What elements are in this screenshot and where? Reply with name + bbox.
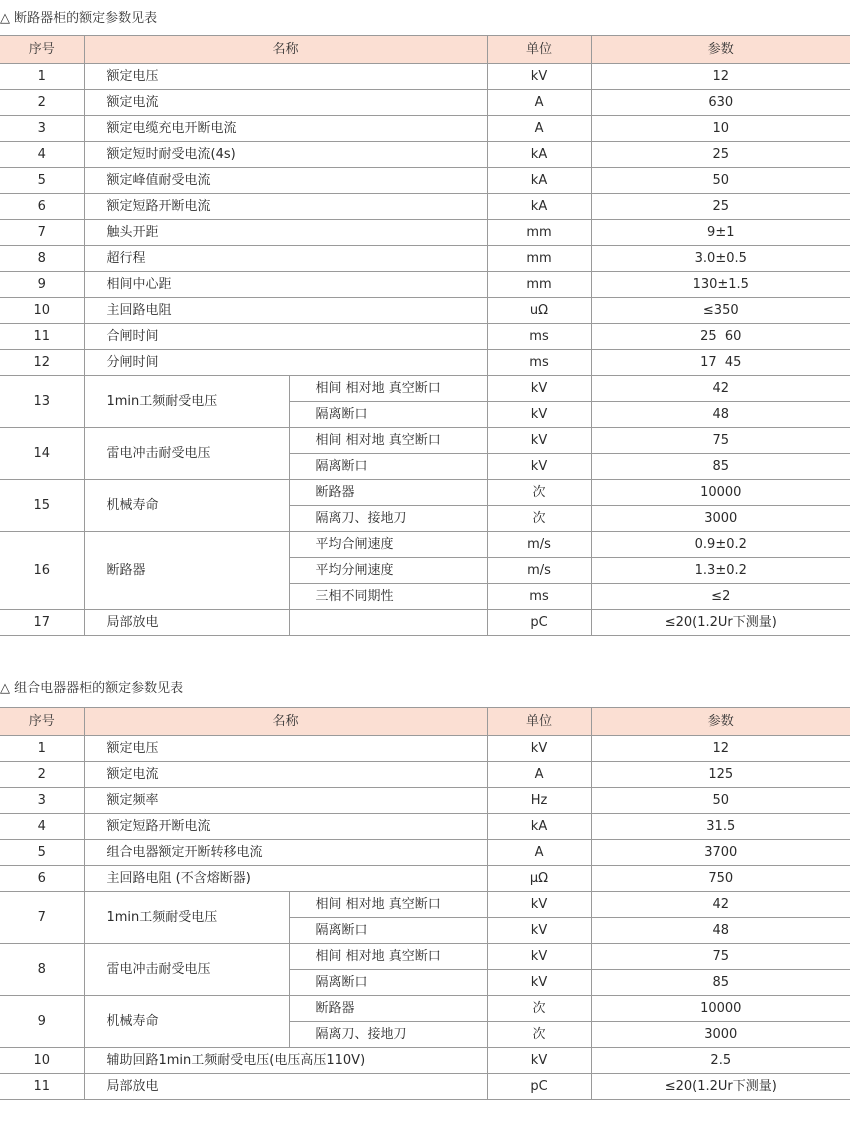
row-value: 3000	[591, 1022, 850, 1048]
table-row	[0, 480, 850, 506]
table-row	[0, 324, 850, 350]
table-row	[0, 376, 850, 402]
header-name: 名称	[84, 36, 487, 64]
row-unit: kV	[487, 376, 591, 402]
header-unit: 单位	[487, 708, 591, 736]
row-unit: A	[487, 762, 591, 788]
table-row	[0, 90, 850, 116]
row-no: 16	[0, 532, 84, 610]
row-unit: kA	[487, 142, 591, 168]
row-subname: 相间 相对地 真空断口	[289, 428, 487, 454]
row-unit: kV	[487, 970, 591, 996]
row-subname: 隔离断口	[289, 970, 487, 996]
row-name: 主回路电阻	[84, 298, 487, 324]
row-unit: kV	[487, 64, 591, 90]
row-no: 4	[0, 814, 84, 840]
table-row	[0, 736, 850, 762]
row-no: 7	[0, 220, 84, 246]
row-value: 10	[591, 116, 850, 142]
row-value: 130±1.5	[591, 272, 850, 298]
row-unit: pC	[487, 610, 591, 636]
table-header-row	[0, 708, 850, 736]
row-no: 9	[0, 996, 84, 1048]
row-value: 10000	[591, 480, 850, 506]
table-row	[0, 246, 850, 272]
row-no: 11	[0, 324, 84, 350]
header-value: 参数	[591, 36, 850, 64]
row-value: 42	[591, 376, 850, 402]
row-name: 额定电压	[84, 736, 487, 762]
row-unit: kV	[487, 944, 591, 970]
row-subname: 三相不同期性	[289, 584, 487, 610]
row-name: 额定短路开断电流	[84, 814, 487, 840]
row-no: 10	[0, 298, 84, 324]
row-subname: 隔离刀、接地刀	[289, 506, 487, 532]
row-name: 局部放电	[84, 610, 289, 636]
row-unit: A	[487, 840, 591, 866]
table-row	[0, 788, 850, 814]
row-no: 1	[0, 736, 84, 762]
row-value: 10000	[591, 996, 850, 1022]
row-subname: 相间 相对地 真空断口	[289, 944, 487, 970]
table-row	[0, 168, 850, 194]
row-unit: kA	[487, 168, 591, 194]
row-no: 8	[0, 246, 84, 272]
row-name: 雷电冲击耐受电压	[84, 944, 289, 996]
header-unit: 单位	[487, 36, 591, 64]
row-no: 17	[0, 610, 84, 636]
row-subname: 隔离断口	[289, 918, 487, 944]
table-row	[0, 996, 850, 1022]
row-no: 9	[0, 272, 84, 298]
row-value: 25	[591, 194, 850, 220]
table-row	[0, 116, 850, 142]
row-no: 1	[0, 64, 84, 90]
row-no: 10	[0, 1048, 84, 1074]
row-unit: kV	[487, 918, 591, 944]
row-value: 48	[591, 402, 850, 428]
row-no: 13	[0, 376, 84, 428]
row-value: ≤20(1.2Ur下测量)	[591, 1074, 850, 1100]
row-unit: ms	[487, 584, 591, 610]
row-no: 5	[0, 168, 84, 194]
row-unit: m/s	[487, 558, 591, 584]
row-unit: m/s	[487, 532, 591, 558]
row-name: 额定电流	[84, 762, 487, 788]
table-row	[0, 64, 850, 90]
row-unit: mm	[487, 220, 591, 246]
row-name: 额定电压	[84, 64, 487, 90]
row-name: 额定短时耐受电流(4s)	[84, 142, 487, 168]
table-row	[0, 532, 850, 558]
row-no: 2	[0, 90, 84, 116]
row-no: 11	[0, 1074, 84, 1100]
row-value: 1.3±0.2	[591, 558, 850, 584]
table-row	[0, 892, 850, 918]
table-header-row	[0, 36, 850, 64]
row-value: 31.5	[591, 814, 850, 840]
row-no: 3	[0, 116, 84, 142]
row-unit: kV	[487, 402, 591, 428]
row-value: 2.5	[591, 1048, 850, 1074]
row-name: 局部放电	[84, 1074, 487, 1100]
row-value: 12	[591, 64, 850, 90]
row-subname: 隔离断口	[289, 402, 487, 428]
row-no: 5	[0, 840, 84, 866]
table-row	[0, 1048, 850, 1074]
table-row	[0, 762, 850, 788]
row-subname: 断路器	[289, 996, 487, 1022]
row-value: 25	[591, 142, 850, 168]
header-value: 参数	[591, 708, 850, 736]
row-no: 7	[0, 892, 84, 944]
combined-apparatus-spec-table	[0, 707, 850, 1100]
row-unit: uΩ	[487, 298, 591, 324]
row-name: 雷电冲击耐受电压	[84, 428, 289, 480]
row-value: 125	[591, 762, 850, 788]
row-value: 0.9±0.2	[591, 532, 850, 558]
row-name: 额定电缆充电开断电流	[84, 116, 487, 142]
row-value: 3700	[591, 840, 850, 866]
table-row	[0, 840, 850, 866]
row-subname-empty	[289, 610, 487, 636]
row-value: 48	[591, 918, 850, 944]
row-subname: 隔离断口	[289, 454, 487, 480]
row-name: 超行程	[84, 246, 487, 272]
row-value: 25 60	[591, 324, 850, 350]
row-unit: A	[487, 90, 591, 116]
row-subname: 相间 相对地 真空断口	[289, 376, 487, 402]
row-value: 75	[591, 428, 850, 454]
row-name: 断路器	[84, 532, 289, 610]
table-row	[0, 944, 850, 970]
row-no: 6	[0, 194, 84, 220]
row-unit: kV	[487, 892, 591, 918]
row-name: 触头开距	[84, 220, 487, 246]
row-unit: kV	[487, 428, 591, 454]
table-row	[0, 814, 850, 840]
row-unit: μΩ	[487, 866, 591, 892]
row-name: 1min工频耐受电压	[84, 892, 289, 944]
row-no: 3	[0, 788, 84, 814]
row-name: 组合电器额定开断转移电流	[84, 840, 487, 866]
row-name: 合闸时间	[84, 324, 487, 350]
row-value: 75	[591, 944, 850, 970]
row-name: 辅助回路1min工频耐受电压(电压高压110V)	[84, 1048, 487, 1074]
table-row	[0, 350, 850, 376]
row-unit: 次	[487, 996, 591, 1022]
row-value: 750	[591, 866, 850, 892]
row-unit: kV	[487, 1048, 591, 1074]
row-name: 额定短路开断电流	[84, 194, 487, 220]
row-unit: ms	[487, 350, 591, 376]
row-unit: mm	[487, 272, 591, 298]
row-name: 1min工频耐受电压	[84, 376, 289, 428]
row-no: 2	[0, 762, 84, 788]
row-name: 机械寿命	[84, 996, 289, 1048]
table-row	[0, 272, 850, 298]
row-name: 额定频率	[84, 788, 487, 814]
row-value: 17 45	[591, 350, 850, 376]
table-row	[0, 610, 850, 636]
row-subname: 平均合闸速度	[289, 532, 487, 558]
row-value: 3.0±0.5	[591, 246, 850, 272]
row-value: ≤20(1.2Ur下测量)	[591, 610, 850, 636]
row-unit: A	[487, 116, 591, 142]
row-unit: kA	[487, 194, 591, 220]
row-unit: pC	[487, 1074, 591, 1100]
row-unit: kV	[487, 736, 591, 762]
row-subname: 断路器	[289, 480, 487, 506]
row-value: 12	[591, 736, 850, 762]
row-name: 机械寿命	[84, 480, 289, 532]
table2-caption: △ 组合电器器柜的额定参数见表	[0, 681, 184, 696]
table-row	[0, 298, 850, 324]
row-value: 50	[591, 168, 850, 194]
header-no: 序号	[0, 708, 84, 736]
header-name: 名称	[84, 708, 487, 736]
row-no: 8	[0, 944, 84, 996]
row-name: 主回路电阻 (不含熔断器)	[84, 866, 487, 892]
table-row	[0, 428, 850, 454]
table1-caption: △ 断路器柜的额定参数见表	[0, 11, 158, 26]
row-name: 额定电流	[84, 90, 487, 116]
row-value: 50	[591, 788, 850, 814]
row-subname: 平均分闸速度	[289, 558, 487, 584]
table-row	[0, 194, 850, 220]
table-row	[0, 142, 850, 168]
row-value: 9±1	[591, 220, 850, 246]
row-name: 额定峰值耐受电流	[84, 168, 487, 194]
row-unit: kV	[487, 454, 591, 480]
row-no: 14	[0, 428, 84, 480]
row-unit: mm	[487, 246, 591, 272]
row-subname: 隔离刀、接地刀	[289, 1022, 487, 1048]
row-subname: 相间 相对地 真空断口	[289, 892, 487, 918]
row-value: 85	[591, 454, 850, 480]
row-unit: 次	[487, 480, 591, 506]
row-name: 分闸时间	[84, 350, 487, 376]
row-no: 6	[0, 866, 84, 892]
row-value: 42	[591, 892, 850, 918]
table-row	[0, 1074, 850, 1100]
header-no: 序号	[0, 36, 84, 64]
row-unit: 次	[487, 1022, 591, 1048]
row-value: 3000	[591, 506, 850, 532]
row-value: ≤2	[591, 584, 850, 610]
table-row	[0, 220, 850, 246]
breaker-cabinet-spec-table	[0, 35, 850, 636]
row-value: ≤350	[591, 298, 850, 324]
table-row	[0, 866, 850, 892]
row-value: 630	[591, 90, 850, 116]
row-no: 15	[0, 480, 84, 532]
row-no: 12	[0, 350, 84, 376]
row-unit: kA	[487, 814, 591, 840]
row-no: 4	[0, 142, 84, 168]
row-unit: ms	[487, 324, 591, 350]
row-value: 85	[591, 970, 850, 996]
row-unit: Hz	[487, 788, 591, 814]
row-name: 相间中心距	[84, 272, 487, 298]
row-unit: 次	[487, 506, 591, 532]
